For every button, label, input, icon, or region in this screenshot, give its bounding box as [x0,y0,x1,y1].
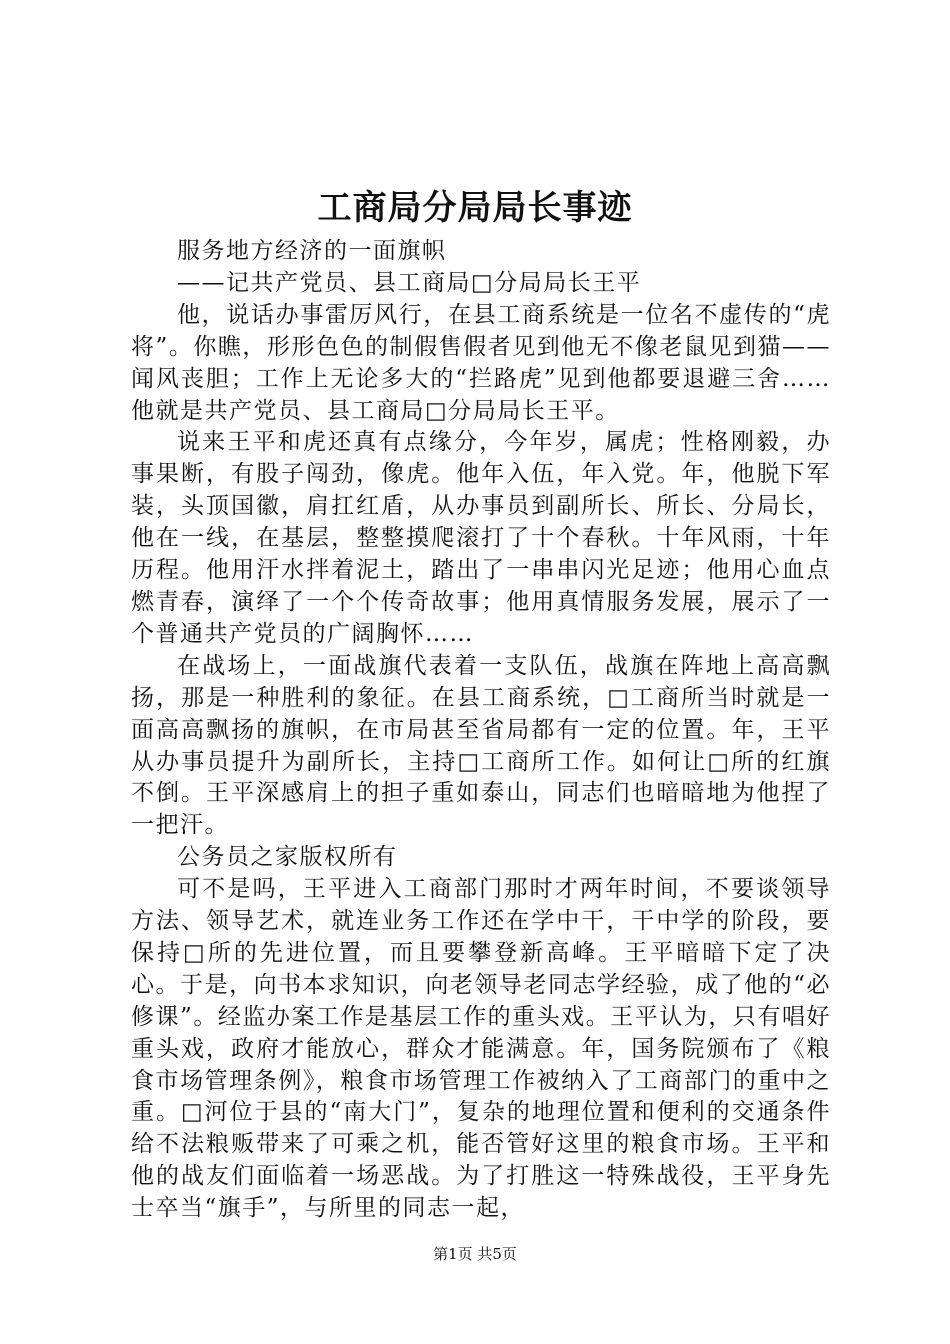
paragraph-byline: ——记共产党员、县工商局□分局局长王平 [177,269,642,296]
paragraph: 在战场上，一面战旗代表着一支队伍，战旗在阵地上高高飘扬，那是一种胜利的象征。在县工商系统，□工商所当时就是一面高高飘扬的旗帜，在市局甚至省局都有一定的位置。年，王平从办事员提升为副所长，主持□工商所工作。如何让□所的红旗不倒。王平深感肩上的担子重如泰山，同志们也暗暗地为他捏了一把汗。 [131,652,831,839]
paragraph: 可不是吗，王平进入工商部门那时才两年时间，不要谈领导方法、领导艺术，就连业务工作还在学中干，干中学的阶段，要保持□所的先进位置，而且要攀登新高峰。王平暗暗下定了决心。于是，向书本求知识，向老领导老同志学经验，成了他的“必修课”。经监办案工作是基层工作的重头戏。王平认为，只有唱好重头戏，政府才能放心，群众才能满意。年，国务院颁布了《粮食市场管理条例》，粮食市场管理工作被纳入了工商部门的重中之重。□河位于县的“南大门”，复杂的地理位置和便利的交通条件给不法粮贩带来了可乘之机，能否管好这里的粮食市场。王平和他的战友们面临着一场恶战。为了打胜这一特殊战役，王平身先士卒当“旗手”，与所里的同志一起， [131,876,831,1222]
paragraph: 他，说话办事雷厉风行，在县工商系统是一位名不虚传的“虎将”。你瞧，形形色色的制假售假者见到他无不像老鼠见到猫——闻风丧胆；工作上无论多大的“拦路虎”见到他都要退避三舍……他就是共产党员、县工商局□分局局长王平。 [131,301,831,424]
document-title: 工商局分局局长事迹 [317,188,633,228]
paragraph-subtitle: 服务地方经济的一面旗帜 [177,238,447,264]
document-body [131,236,831,1225]
paragraph-copyright-note: 公务员之家版权所有 [177,844,398,871]
page-footer: 第1页 共5页 [433,1245,517,1263]
paragraph: 说来王平和虎还真有点缘分，今年岁，属虎；性格刚毅，办事果断，有股子闯劲，像虎。他年入伍，年入党。年，他脱下军装，头顶国徽，肩扛红盾，从办事员到副所长、所长、分局长，他在一线，在基层，整整摸爬滚打了十个春秋。十年风雨，十年历程。他用汗水拌着泥土，踏出了一串串闪光足迹；他用心血点燃青春，演绎了一个个传奇故事；他用真情服务发展，展示了一个普通共产党员的广阔胸怀…… [131,429,831,647]
